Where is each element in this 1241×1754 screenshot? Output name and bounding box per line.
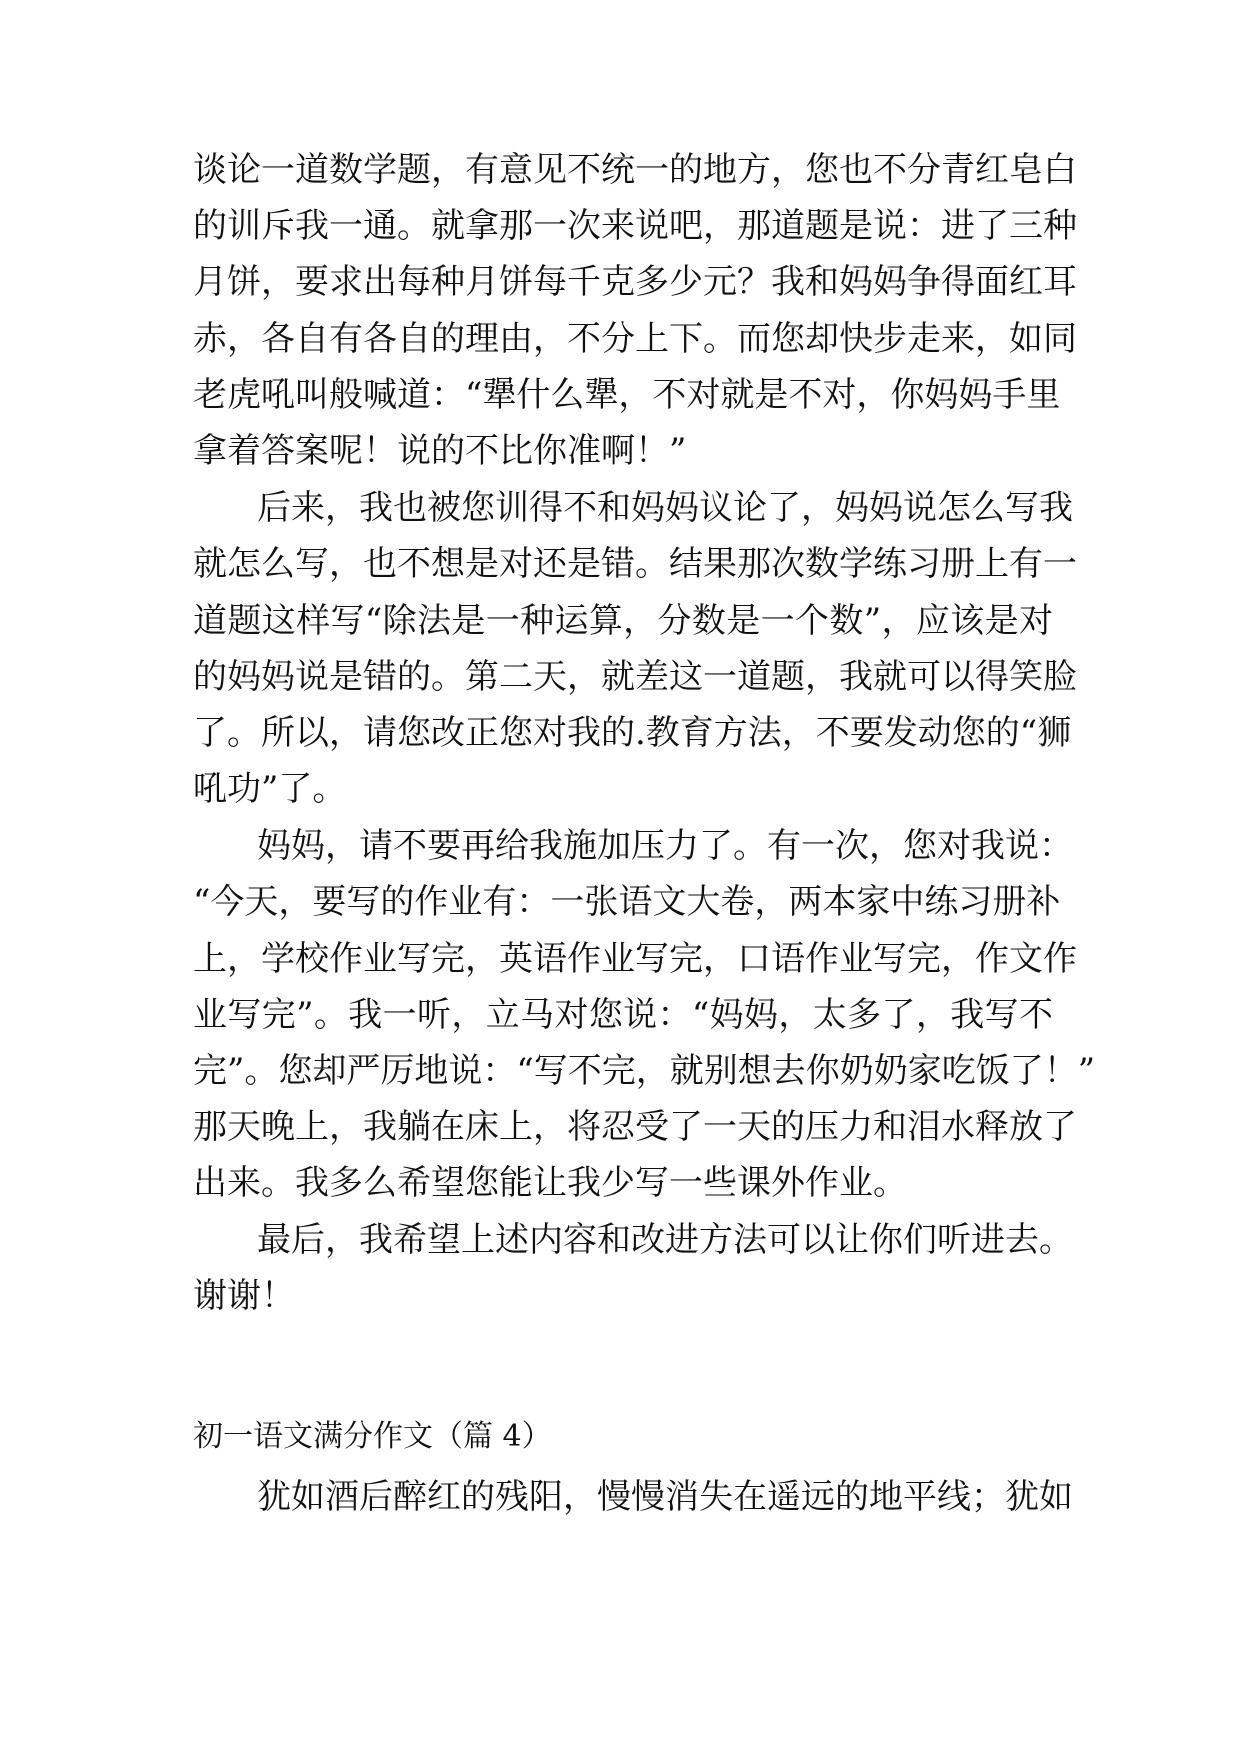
paragraph-line: 出来。我多么希望您能让我少写一些课外作业。 (193, 1163, 907, 1203)
paragraph-line: 谢谢！ (193, 1276, 295, 1316)
paragraph-line: 吼功”了。 (193, 769, 347, 809)
paragraph-line: 老虎吼叫般喊道：“犟什么犟，不对就是不对，你妈妈手里 (193, 375, 1061, 415)
paragraph-line: 了。所以，请您改正您对我的.教育方法，不要发动您的“狮 (193, 713, 1072, 753)
paragraph-line: 业写完”。我一听，立马对您说：“妈妈，太多了，我写不 (193, 995, 1053, 1035)
paragraph-line: 的训斥我一通。就拿那一次来说吧，那道题是说：进了三种 (193, 206, 1077, 246)
paragraph-line: 后来，我也被您训得不和妈妈议论了，妈妈说怎么写我 (257, 488, 1073, 528)
paragraph-line: 妈妈，请不要再给我施加压力了。有一次，您对我说： (257, 826, 1073, 866)
paragraph-line: 的妈妈说是错的。第二天，就差这一道题，我就可以得笑脸 (193, 657, 1077, 697)
paragraph-line: 上，学校作业写完，英语作业写完，口语作业写完，作文作 (193, 939, 1077, 979)
paragraph-line: 那天晚上，我躺在床上，将忍受了一天的压力和泪水释放了 (193, 1107, 1077, 1147)
paragraph-line: 赤，各自有各自的理由，不分上下。而您却快步走来，如同 (193, 319, 1077, 359)
paragraph-line: 就怎么写，也不想是对还是错。结果那次数学练习册上有一 (193, 544, 1077, 584)
paragraph-line: 完”。您却严厉地说：“写不完，就别想去你奶奶家吃饭了！” (193, 1051, 1096, 1091)
paragraph-line: 道题这样写“除法是一种运算，分数是一个数”，应该是对 (193, 601, 1053, 641)
paragraph-line: 最后，我希望上述内容和改进方法可以让你们听进去。 (257, 1220, 1073, 1260)
paragraph-line: 谈论一道数学题，有意见不统一的地方，您也不分青红皂白 (193, 150, 1077, 190)
paragraph-line: “今天，要写的作业有：一张语文大卷，两本家中练习册补 (193, 882, 1061, 922)
section-title: 初一语文满分作文（篇 4） (193, 1419, 552, 1454)
paragraph-line: 月饼，要求出每种月饼每千克多少元？我和妈妈争得面红耳 (193, 262, 1077, 302)
paragraph-line: 拿着答案呢！说的不比你准啊！” (193, 431, 687, 471)
paragraph-line: 犹如酒后醉红的残阳，慢慢消失在遥远的地平线；犹如 (257, 1477, 1073, 1517)
